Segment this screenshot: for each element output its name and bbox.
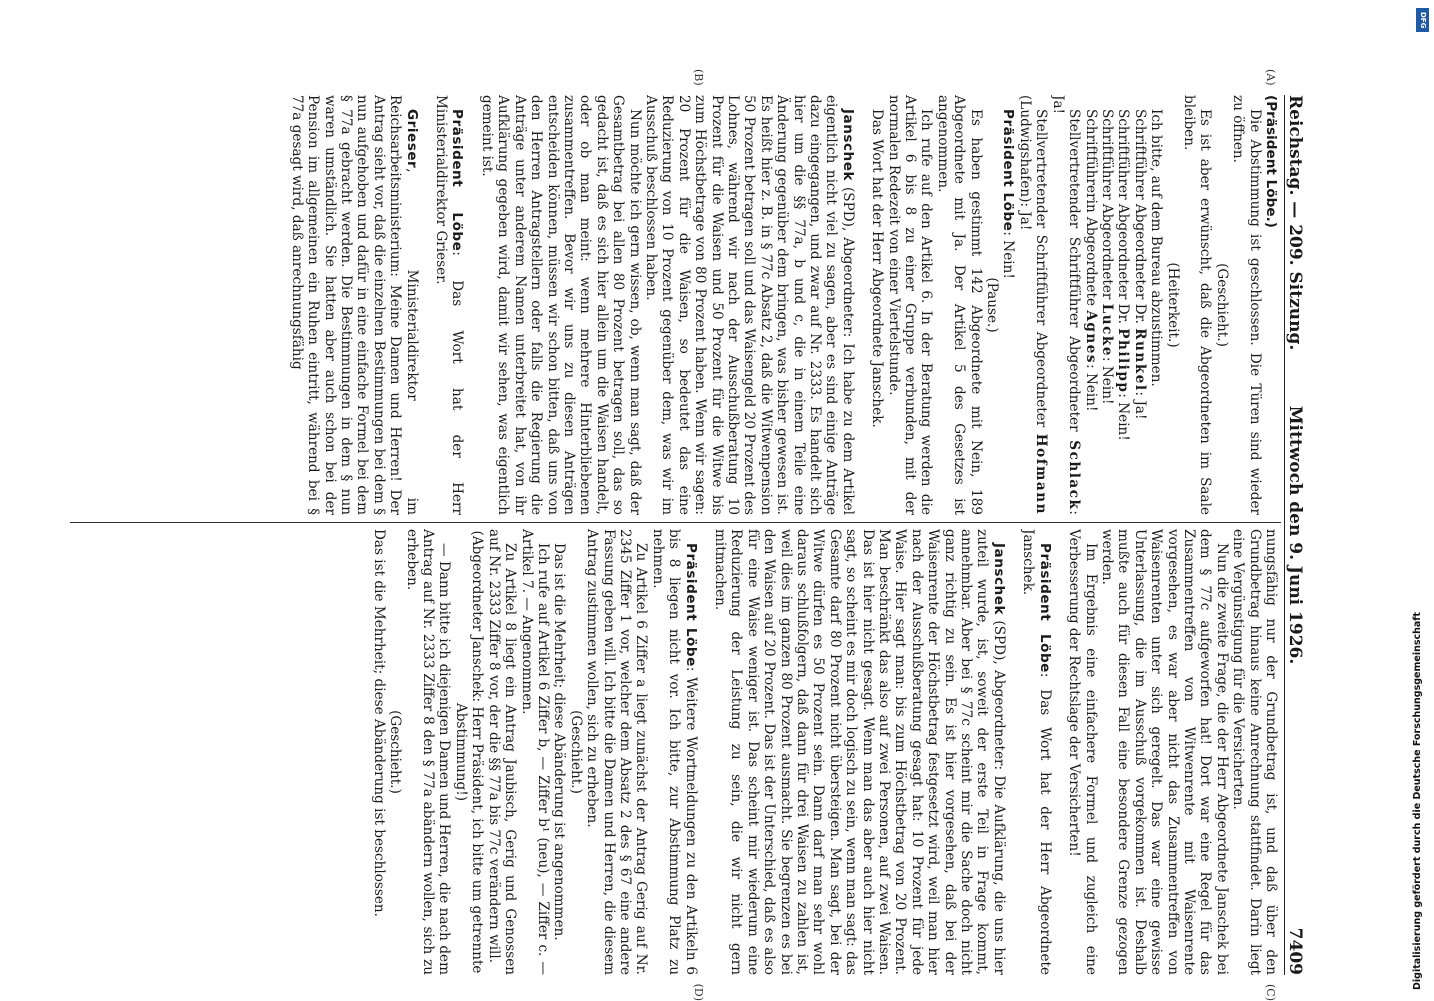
- member-name: Schlack: [1066, 440, 1083, 511]
- paragraph: Nun die zweite Frage, die der Herr Abgeordnete Janschek bei dem § 77c aufgeworfen hat! Dort war eine Regel für das Zusammentreffen von Witwenrente mit Waisenrente vorgesehen, es war aber nicht das Zusammentreffen von Waisenrenten unter sich geregelt. Das war eine gewisse Unterlassung, die im Ausschuß vorgekommen ist. Deshalb mußte auch für diesen Fall eine besondere Grenze gezogen werden.: [1098, 529, 1230, 975]
- speaker-name: Grieser: [403, 109, 420, 169]
- column-rule: [70, 522, 1281, 523]
- stage-direction: (Geschieht.): [1213, 263, 1230, 347]
- vote-answer: : Nein!: [1082, 364, 1099, 412]
- margin-marker-a: (A): [1264, 69, 1277, 86]
- vote-role: Stellvertretender Schriftführer Abgeordneter: [1033, 109, 1050, 434]
- stage-direction: (Heiterkeit.): [1164, 262, 1181, 348]
- paragraph: Es ist aber erwünscht, daß die Abgeordneten im Saale bleiben.: [1180, 95, 1214, 515]
- stage-direction: (Geschieht.): [567, 710, 584, 794]
- paragraph: Nun möchte ich gern wissen, ob, wenn man sagt, daß der Gesamtbetrag bei allen 80 Prozent betragen soll, das so gedacht ist, daß es sich hier allein um die Waisen handelt, oder ob man meint: wenn mehrere Hinterbliebenen zusammentreffen. Bevor wir uns zu diesen Anträgen entscheiden können, müssen wir schon bitten, daß uns von den Herren Antragstellern oder falls die Regierung die Anträge unter anderem Namen unterbreitet hat, von ihr Aufklärung gegeben wird, damit wir sehen, was eigentlich gemeint ist.: [478, 95, 643, 515]
- dfg-logo: DFG: [1416, 8, 1429, 32]
- margin-marker-c: (C): [1264, 984, 1277, 1001]
- paragraph: Das ist die Mehrheit; diese Abänderung ist angenommen.: [551, 543, 568, 941]
- speech-text: (SPD), Abgeordneter: Ich habe zu dem Artikel eigentlich nicht viel zu sagen, aber es sind einige Anträge dazu eingegangen, und zwar auf Nr. 2333. Es handelt sich hier um die §§ 77a, b und c, die in einem Teile eine Änderung gegenüber dem bringen, was bisher gewesen ist. Es heißt hier z. B. in § 77c Absatz 2, daß die Witwenpension 50 Prozent betragen soll und das Waisengeld 20 Prozent des Lohnes, während wir nach der Ausschußberatung 10 Prozent für die Waisen und 50 Prozent für die Witwe bis zum Höchstbetrage von 80 Prozent haben. Wenn wir sagen: 20 Prozent für die Waisen, so bedeutet das eine Reduzierung von 10 Prozent gegenüber dem, was wir im Ausschuß beschlossen haben.: [642, 95, 856, 515]
- member-name: Philipp: [1115, 328, 1132, 394]
- vote-answer: : Nein!: [1115, 393, 1132, 441]
- member-name: Runkel: [1131, 328, 1148, 392]
- digitization-credit: Digitalisierung gefördert durch die Deutsche Forschungsgemeinschaft: [1412, 612, 1423, 990]
- vote-line: [1115, 95, 1131, 515]
- speaker-name: Präsident Löbe: [1000, 109, 1017, 232]
- speech-text: : Das Wort hat der Herr Abgeordnete Janschek.: [1020, 529, 1053, 975]
- speaker-name: Präsident Löbe: [449, 109, 466, 252]
- paragraph: Zu Artikel 8 liegt ein Antrag Jaubisch, Gerig und Genossen auf Nr. 2333 Ziffer 8 vor, der die §§ 77a bis 77c verändern will.: [485, 529, 519, 975]
- vote-answer: : Nein!: [1098, 357, 1115, 405]
- vote-line: [1131, 95, 1147, 515]
- vote-answer: : Ja!: [1131, 391, 1148, 420]
- vote-line: [1017, 95, 1050, 515]
- stage-direction: (Pause.): [984, 277, 1001, 333]
- vote-answer: : Ja!: [1049, 95, 1083, 515]
- speech-text: : Das Wort hat der Herr Ministerialdirektor Grieser.: [433, 95, 466, 515]
- speaker-name: Janschek: [990, 543, 1007, 615]
- paragraph: Ich rufe auf den Artikel 6. In der Beratung werden die Artikel 6 bis 8 zu einer Gruppe verbunden, mit der normalen Redezeit von einer Viertelstunde.: [885, 95, 935, 515]
- margin-marker-d: (D): [692, 983, 705, 1001]
- speaker-name: Präsident Löbe: [682, 543, 699, 667]
- speech: [1020, 529, 1053, 975]
- speaker-label: (Präsident Löbe.): [1263, 95, 1279, 228]
- vote-role: Schriftführerin Abgeordnete: [1082, 109, 1099, 311]
- speech: [643, 95, 856, 515]
- page-header: [1284, 95, 1305, 975]
- page-number: 7409: [1285, 927, 1305, 975]
- header-left: Reichstag. — 209. Sitzung.: [1285, 95, 1305, 351]
- stage-direction: (Abgeordneter Janschek: Herr Präsident, ich bitte um getrennte Abstimmung!): [452, 530, 486, 974]
- column-right: [70, 529, 1279, 975]
- member-name: Hofmann: [1033, 433, 1050, 515]
- paragraph: Das Wort hat der Herr Abgeordnete Janschek.: [869, 109, 886, 428]
- member-name: Agnes: [1082, 310, 1099, 365]
- vote-role: Schriftführer Abgeordneter: [1098, 109, 1115, 304]
- speech-text: (SPD), Abgeordneter: Die Aufklärung, die uns hier zuteil wurde, ist, soweit der erste Teil in Frage kommt, annehmbar. Aber bei § 77c scheint mir die Sache doch nicht ganz richtig zu sein. Es ist hier vorgesehen, daß bei der Waisenrente der Höchstbetrag festgesetzt wird, weil man hier nach der Ausschußberatung gesagt hat: 10 Prozent für jede Waise. Hier sagt man: bis zum Höchstbetrag von 20 Prozent. Man beschränkt das also auf zwei Personen, auf zwei Waisen. Das ist hier nicht gesagt. Wenn man das aber auch hier nicht sagt, so scheint es mir doch logisch zu sein, wenn man sagt: das Gesamte darf 80 Prozent nicht übersteigen. Man sagt, bei der Witwe dürfen es 50 Prozent sein. Dann darf man sehr wohl daraus schlußfolgern, daß dann für drei Waisen zu zahlen ist, weil dies im ganzen 80 Prozent ausmacht. Sie begrenzen es bei den Waisen auf 20 Prozent. Das ist der Unterschied, daß es also für eine Waise weniger ist. Das scheint mir wiederum eine Reduzierung der Leistung zu sein, die wir nicht gern mitmachen.: [712, 529, 1007, 975]
- vote-line: [1099, 95, 1115, 515]
- vote-role: Stellvertretender Schriftführer Abgeordneter: [1066, 109, 1083, 441]
- paragraph: Die Abstimmung ist geschlossen. Die Türen sind wieder zu öffnen.: [1230, 95, 1263, 515]
- speech: [649, 529, 698, 975]
- vote-role: Schriftführer Abgeordneter Dr.: [1131, 109, 1148, 329]
- speech-text: : Nein!: [1000, 231, 1017, 279]
- header-date: Mittwoch den 9. Juni 1926.: [1285, 405, 1305, 665]
- speech: [433, 95, 466, 515]
- vote-answer: (Ludwigshafen): Ja!: [1016, 95, 1033, 231]
- paragraph: — Dann bitte ich diejenigen Damen und Herren, die nach dem Antrag auf Nr. 2333 Ziffer 8 den § 77a abändern wollen, sich zu erheben.: [403, 529, 453, 975]
- paragraph: Ich rufe auf Artikel 6 Ziffer b, — Ziffer b¹ (neu), — Ziffer c. — Artikel 7. — Angenommen.: [518, 529, 551, 975]
- paragraph: Im Ergebnis eine einfachere Formel und zugleich eine Verbesserung der Rechtslage der Versicherten!: [1066, 529, 1099, 975]
- member-name: Lucke: [1098, 303, 1115, 357]
- vote-line: [1082, 95, 1098, 515]
- margin-marker-b: (B): [692, 69, 705, 86]
- stage-direction: (Geschieht.): [387, 710, 404, 794]
- paragraph: Das ist die Mehrheit; diese Abänderung ist beschlossen.: [370, 529, 387, 917]
- speaker-name: Janschek: [839, 109, 856, 181]
- paragraph: Ich bitte, auf dem Bureau abzustimmen.: [1148, 109, 1165, 387]
- rotated-page: [70, 69, 1305, 1001]
- vote-line: [1049, 95, 1082, 515]
- speech: [712, 529, 1007, 975]
- speech: [288, 95, 419, 515]
- vote-role: Schriftführer Abgeordneter Dr.: [1115, 109, 1132, 329]
- paragraph: Es haben gestimmt 142 Abgeordnete mit Nein, 189 Abgeordnete mit Ja. Der Artikel 5 des Gesetzes ist angenommen.: [934, 95, 984, 515]
- column-left: [70, 95, 1279, 515]
- paragraph: Zu Artikel 6 Ziffer a liegt zunächst der Antrag Gerig auf Nr. 2345 Ziffer 1 vor, welcher dem Absatz 2 des § 67 eine andere Fassung geben will. Ich bitte die Damen und Herren, die diesem Antrag zustimmen wollen, sich zu erheben.: [584, 529, 650, 975]
- speech: [1000, 95, 1016, 515]
- speech-text: , Ministerialdirektor im Reichsarbeitsministerium: Meine Damen und Herren! Der Antrag sieht vor, daß die einzelnen Bestimmungen bei dem § nun aufgehoben und dafür in eine einfache Formel bei dem § 77a gebracht werden. Die Bestimmungen in dem § nun waren umständlich. Sie hatten aber auch schon bei der Pension im allgemeinen ein Ruhen eintritt, während bei § 77a gesagt wird, daß anrechnungsfähig: [288, 95, 420, 515]
- paragraph: nungsfähig nur der Grundbetrag ist, und daß über den Grundbetrag hinaus keine Anrechnung stattfindet. Darin liegt eine Vergünstigung für die Versicherten.: [1230, 529, 1279, 975]
- speech-text: : Weitere Wortmeldungen zu den Artikeln 6 bis 8 liegen nicht vor. Ich bitte, zur Abstimmung Platz zu nehmen.: [649, 529, 699, 975]
- speaker-name: Präsident Löbe: [1036, 543, 1053, 673]
